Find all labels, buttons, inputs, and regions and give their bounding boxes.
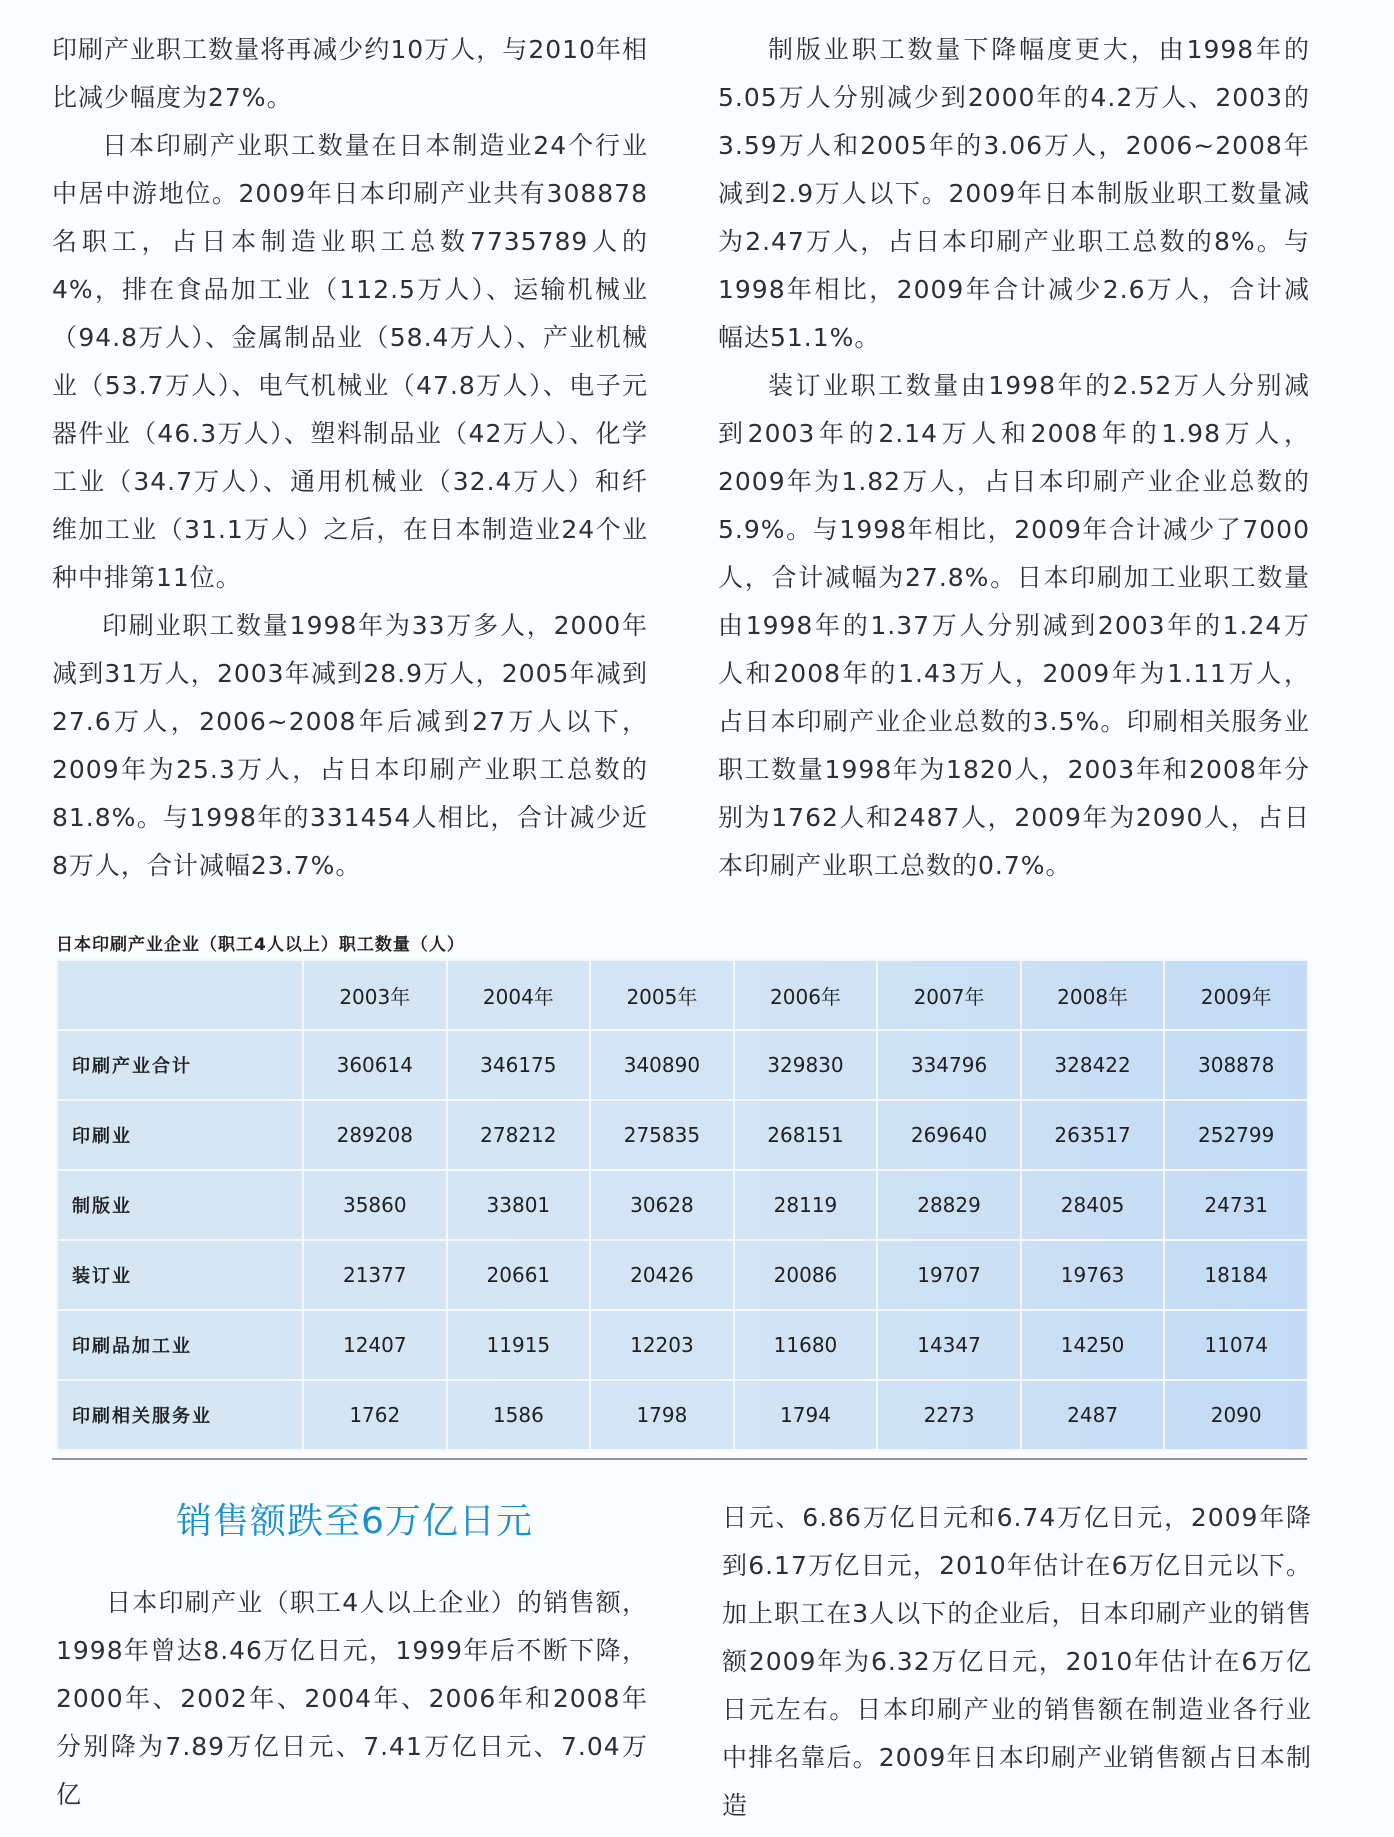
table-cell: 35860 <box>303 1170 447 1240</box>
table-cell: 1794 <box>734 1380 878 1450</box>
paragraph: 制版业职工数量下降幅度更大，由1998年的5.05万人分别减少到2000年的4.2万人、2003的3.59万人和2005年的3.06万人，2006~2008年减到2.9万人以下。2009年日本制版业职工数量减为2.47万人，占日本印刷产业职工总数的8%。与1998年相比，2009年合计减少2.6万人，合计减幅达51.1%。 <box>718 35 1310 352</box>
table-cell: 20661 <box>447 1240 591 1310</box>
year-header: 2009年 <box>1164 960 1308 1030</box>
table-caption: 日本印刷产业企业（职工4人以上）职工数量（人） <box>56 935 465 955</box>
row-label: 印刷业 <box>57 1100 303 1170</box>
table-cell: 334796 <box>877 1030 1021 1100</box>
row-label: 制版业 <box>57 1170 303 1240</box>
table-cell: 275835 <box>590 1100 734 1170</box>
header-corner <box>57 960 303 1030</box>
top-left-column <box>52 26 648 890</box>
paragraph: 日元、6.86万亿日元和6.74万亿日元，2009年降到6.17万亿日元，2010年估计在6万亿日元以下。加上职工在3人以下的企业后，日本印刷产业的销售额2009年为6.32万亿日元，2010年估计在6万亿日元左右。日本印刷产业的销售额在制造业各行业中排名靠后。2009年日本印刷产业销售额占日本制造 <box>722 1503 1312 1820</box>
paragraph: 印刷业职工数量1998年为33万多人，2000年减到31万人，2003年减到28.9万人，2005年减到27.6万人，2006~2008年后减到27万人以下，2009年为25.3万人，占日本印刷产业职工总数的81.8%。与1998年的331454人相比，合计减少近8万人，合计减幅23.7%。 <box>52 611 648 880</box>
table-cell: 14250 <box>1021 1310 1165 1380</box>
bottom-right-column <box>722 1494 1312 1830</box>
table-cell: 289208 <box>303 1100 447 1170</box>
table-cell: 268151 <box>734 1100 878 1170</box>
table-row <box>57 1100 1308 1170</box>
table-cell: 2273 <box>877 1380 1021 1450</box>
table-cell: 12407 <box>303 1310 447 1380</box>
table-cell: 1798 <box>590 1380 734 1450</box>
top-right-column <box>718 26 1310 890</box>
table-cell: 28119 <box>734 1170 878 1240</box>
table-row <box>57 1170 1308 1240</box>
table-cell: 18184 <box>1164 1240 1308 1310</box>
table-cell: 328422 <box>1021 1030 1165 1100</box>
table-cell: 33801 <box>447 1170 591 1240</box>
year-header: 2004年 <box>447 960 591 1030</box>
year-header: 2005年 <box>590 960 734 1030</box>
table-cell: 346175 <box>447 1030 591 1100</box>
table-cell: 2487 <box>1021 1380 1165 1450</box>
table-cell: 1762 <box>303 1380 447 1450</box>
table-cell: 11680 <box>734 1310 878 1380</box>
table-row <box>57 1380 1308 1450</box>
year-header: 2003年 <box>303 960 447 1030</box>
table-cell: 2090 <box>1164 1380 1308 1450</box>
table-cell: 263517 <box>1021 1100 1165 1170</box>
table-cell: 24731 <box>1164 1170 1308 1240</box>
row-label: 装订业 <box>57 1240 303 1310</box>
table-cell: 1586 <box>447 1380 591 1450</box>
table-cell: 12203 <box>590 1310 734 1380</box>
table-cell: 308878 <box>1164 1030 1308 1100</box>
section-divider <box>52 1458 1307 1460</box>
table-cell: 30628 <box>590 1170 734 1240</box>
section-title: 销售额跌至6万亿日元 <box>176 1501 533 1542</box>
table-cell: 329830 <box>734 1030 878 1100</box>
table-cell: 340890 <box>590 1030 734 1100</box>
table-cell: 11074 <box>1164 1310 1308 1380</box>
year-header: 2008年 <box>1021 960 1165 1030</box>
paragraph: 装订业职工数量由1998年的2.52万人分别减到2003年的2.14万人和2008年的1.98万人，2009年为1.82万人，占日本印刷产业企业总数的5.9%。与1998年相比，2009年合计减少了7000人，合计减幅为27.8%。日本印刷加工业职工数量由1998年的1.37万人分别减到2003年的1.24万人和2008年的1.43万人，2009年为1.11万人，占日本印刷产业企业总数的3.5%。印刷相关服务业职工数量1998年为1820人，2003年和2008年分别为1762人和2487人，2009年为2090人，占日本印刷产业职工总数的0.7%。 <box>718 371 1310 880</box>
row-label: 印刷相关服务业 <box>57 1380 303 1450</box>
bottom-left-column <box>56 1579 648 1819</box>
table-cell: 20086 <box>734 1240 878 1310</box>
table-cell: 11915 <box>447 1310 591 1380</box>
paragraph: 日本印刷产业职工数量在日本制造业24个行业中居中游地位。2009年日本印刷产业共有308878名职工，占日本制造业职工总数7735789人的4%，排在食品加工业（112.5万人）、运输机械业（94.8万人）、金属制品业（58.4万人）、产业机械业（53.7万人）、电气机械业（47.8万人）、电子元器件业（46.3万人）、塑料制品业（42万人）、化学工业（34.7万人）、通用机械业（32.4万人）和纤维加工业（31.1万人）之后，在日本制造业24个业种中排第11位。 <box>52 131 648 592</box>
table-header-row <box>57 960 1308 1030</box>
paragraph: 印刷产业职工数量将再减少约10万人，与2010年相比减少幅度为27%。 <box>52 35 648 112</box>
table-row <box>57 1240 1308 1310</box>
table-cell: 19707 <box>877 1240 1021 1310</box>
table-cell: 252799 <box>1164 1100 1308 1170</box>
year-header: 2006年 <box>734 960 878 1030</box>
year-header: 2007年 <box>877 960 1021 1030</box>
table-cell: 21377 <box>303 1240 447 1310</box>
table-row <box>57 1310 1308 1380</box>
table-cell: 28405 <box>1021 1170 1165 1240</box>
paragraph: 日本印刷产业（职工4人以上企业）的销售额，1998年曾达8.46万亿日元，1999年后不断下降，2000年、2002年、2004年、2006年和2008年分别降为7.89万亿日元、7.41万亿日元、7.04万亿 <box>56 1588 648 1809</box>
table-cell: 19763 <box>1021 1240 1165 1310</box>
row-label: 印刷产业合计 <box>57 1030 303 1100</box>
table-cell: 20426 <box>590 1240 734 1310</box>
table-cell: 278212 <box>447 1100 591 1170</box>
table-cell: 269640 <box>877 1100 1021 1170</box>
table-row <box>57 1030 1308 1100</box>
table-cell: 28829 <box>877 1170 1021 1240</box>
row-label: 印刷品加工业 <box>57 1310 303 1380</box>
table-cell: 14347 <box>877 1310 1021 1380</box>
table-cell: 360614 <box>303 1030 447 1100</box>
employee-table <box>56 959 1309 1451</box>
